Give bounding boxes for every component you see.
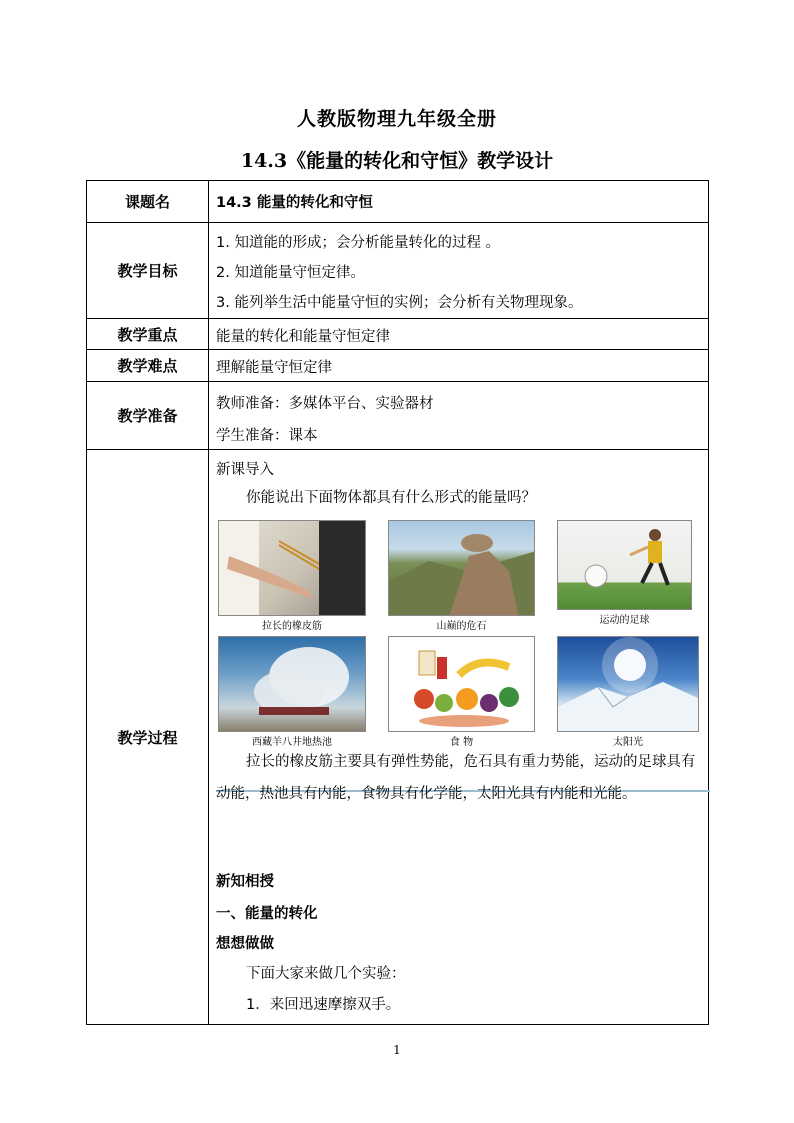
- sunlight-photo: [557, 636, 699, 732]
- row-preparation: [87, 382, 708, 450]
- intro-heading: 新课导入: [216, 462, 274, 478]
- topic-label: 课题名: [87, 181, 209, 222]
- goals-label: 教学目标: [87, 223, 209, 318]
- row-difficulty: [87, 350, 708, 382]
- row-key-point: [87, 319, 708, 350]
- row-topic: [87, 181, 708, 223]
- food-photo: [388, 636, 535, 732]
- difficulty-label: 教学难点: [87, 350, 209, 381]
- goal-item: 3. 能列举生活中能量守恒的实例；会分析有关物理现象。: [216, 295, 583, 311]
- cliff-rock-illustration: [389, 521, 535, 616]
- row-process: [87, 450, 708, 1024]
- geothermal-pool-photo: [218, 636, 366, 732]
- goal-item: 1. 知道能的形成；会分析能量转化的过程 。: [216, 235, 501, 251]
- think-do-heading: 想想做做: [216, 936, 274, 952]
- cliff-rock-photo: [388, 520, 535, 616]
- photo-caption: 西藏羊八井地热池: [252, 737, 332, 748]
- sun-illustration: [558, 637, 699, 732]
- photo-caption: 太阳光: [613, 737, 643, 748]
- key-point-label: 教学重点: [87, 319, 209, 349]
- topic-value: 14.3 能量的转化和守恒: [216, 195, 373, 211]
- energy-answer-paragraph: [216, 746, 698, 810]
- page-number: 1: [393, 1043, 401, 1057]
- football-illustration: [558, 521, 692, 610]
- goal-item: 2. 知道能量守恒定律。: [216, 265, 365, 281]
- rubber-band-illustration: [219, 521, 366, 616]
- preparation-label: 教学准备: [87, 382, 209, 449]
- document-subtitle: 14.3《能量的转化和守恒》教学设计: [240, 150, 554, 172]
- photo-caption: 运动的足球: [599, 615, 650, 626]
- difficulty-value: 理解能量守恒定律: [216, 360, 332, 376]
- photo-caption: 拉长的橡皮筋: [262, 621, 322, 632]
- experiment-item: 1．来回迅速摩擦双手。: [246, 997, 401, 1013]
- experiment-intro: 下面大家来做几个实验：: [246, 966, 406, 982]
- key-point-value: 能量的转化和能量守恒定律: [216, 329, 390, 345]
- steam-illustration: [219, 637, 366, 732]
- intro-question: 你能说出下面物体都具有什么形式的能量吗？: [246, 490, 536, 506]
- lesson-plan-table: [86, 180, 709, 1025]
- row-goals: [87, 223, 708, 319]
- rubber-band-photo: [218, 520, 366, 616]
- photo-caption: 山巅的危石: [436, 621, 487, 632]
- student-preparation: 学生准备：课本: [216, 428, 318, 444]
- teacher-preparation: 教师准备：多媒体平台、实验器材: [216, 396, 434, 412]
- process-label: 教学过程: [87, 450, 209, 1024]
- food-illustration: [389, 637, 535, 732]
- football-photo: [557, 520, 692, 610]
- section-heading: 一、能量的转化: [216, 906, 318, 922]
- energy-answer-text: 拉长的橡皮筋主要具有弹性势能，危石具有重力势能，运动的足球具有动能，热池具有内能，食物具有化学能，太阳光具有内能和光能。: [216, 754, 696, 802]
- new-knowledge-heading: 新知相授: [216, 874, 274, 890]
- document-title: 人教版物理九年级全册: [296, 108, 497, 130]
- photo-caption: 食 物: [449, 737, 474, 748]
